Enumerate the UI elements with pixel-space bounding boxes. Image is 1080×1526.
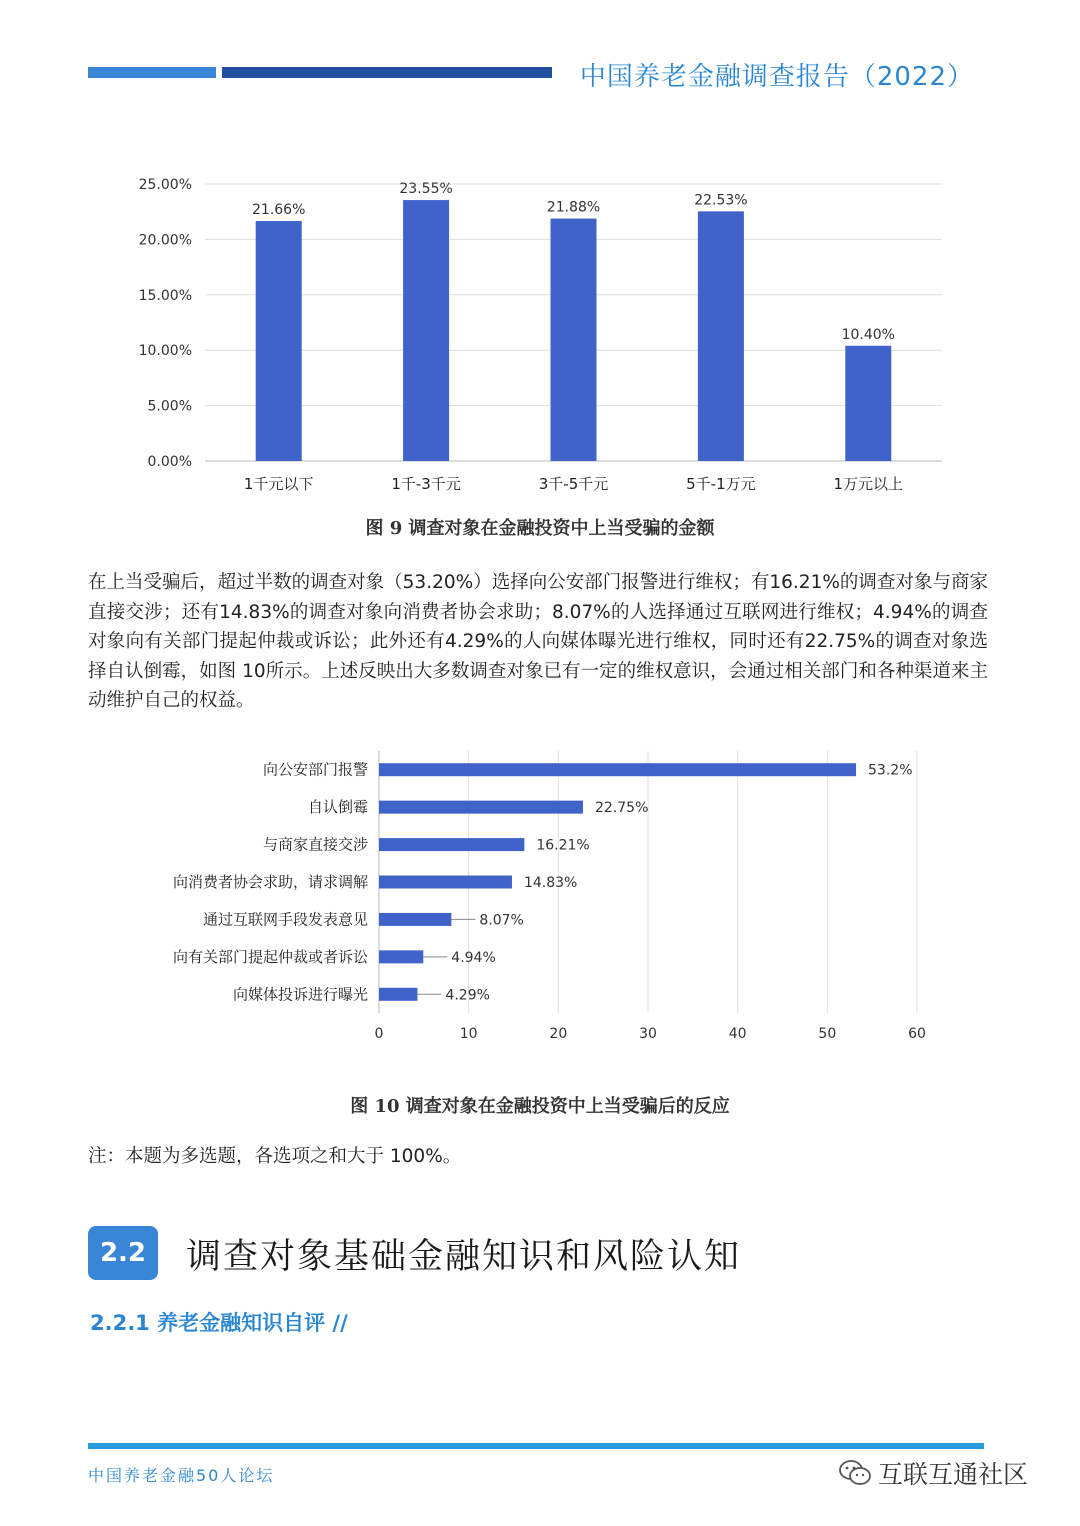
chart1-data-label: 10.40% — [841, 326, 895, 343]
chart1-ytick-label: 10.00% — [138, 343, 192, 360]
chart-fraud-amount — [130, 168, 950, 503]
chart1-category-label: 5千-1万元 — [686, 475, 756, 493]
chart1-ytick-label: 15.00% — [138, 287, 192, 304]
chart1-data-label: 21.88% — [546, 199, 601, 216]
chart2-xtick-label: 20 — [549, 1026, 568, 1042]
chart1-data-label: 23.55% — [399, 181, 453, 198]
chart2-bar — [379, 988, 417, 1001]
chart2-category-label: 向有关部门提起仲裁或者诉讼 — [172, 947, 368, 966]
chart2-xtick-label: 30 — [639, 1026, 657, 1042]
section-number-badge: 2.2 — [88, 1226, 158, 1280]
chart1-ytick-label: 5.00% — [147, 398, 192, 415]
chart2-bar — [379, 801, 583, 814]
chart2-xtick-label: 60 — [908, 1026, 926, 1042]
chart2-bar — [379, 763, 856, 776]
chart1-background — [130, 168, 950, 503]
chart1-category-label: 1万元以上 — [833, 475, 904, 493]
footer-watermark-text: 互联互通社区 — [878, 1460, 1029, 1489]
chart1-category-label: 1千元以下 — [243, 475, 314, 493]
chart1-bar — [845, 346, 891, 461]
chart2-xtick-label: 40 — [728, 1026, 747, 1042]
chart1-bar — [698, 211, 744, 461]
chart2-data-label: 16.21% — [536, 837, 590, 854]
footer-rule — [88, 1443, 984, 1449]
chart2-category-label: 与商家直接交涉 — [262, 835, 368, 854]
chart2-category-label: 向消费者协会求助，请求调解 — [172, 873, 368, 891]
chart2-data-label: 14.83% — [523, 875, 578, 891]
header-accent-bar-dark — [222, 67, 552, 78]
chart2-bar — [379, 913, 451, 926]
chart2-bar — [379, 876, 512, 889]
body-paragraph: 在上当受骗后，超过半数的调查对象（53.20%）选择向公安部门报警进行维权；有16.21%的调查对象与商家直接交涉；还有14.83%的调查对象向消费者协会求助；8.07%的人选择通过互联网进行维权；4.94%的调查对象向有关部门提起仲裁或诉讼；此外还有4.29%的人向媒体曝光进行维权，同时还有22.75%的调查对象选择自认倒霉，如图 10所示。上述反映出大多数调查对象已有一定的维权意识，会通过相关部门和各种渠道来主动维护自己的权益。 — [88, 572, 988, 711]
chart2-data-label: 22.75% — [594, 800, 649, 817]
chart2-category-label: 向公安部门报警 — [262, 760, 368, 779]
chart1-ytick-label: 0.00% — [147, 454, 192, 470]
figure-10-caption: 图 10 调查对象在金融投资中上当受骗后的反应 — [350, 1096, 730, 1117]
chart2-data-label: 4.29% — [445, 987, 490, 1004]
chart1-bar — [551, 219, 597, 461]
chart-fraud-response — [130, 745, 950, 1050]
chart2-data-label: 8.07% — [479, 912, 524, 929]
chart-fraud-amount-svg — [130, 168, 950, 503]
chart2-category-label: 通过互联网手段发表意见 — [202, 910, 368, 929]
header-accent-bar-light — [88, 67, 216, 78]
chart2-xtick-label: 0 — [374, 1026, 384, 1042]
chart1-category-label: 3千-5千元 — [538, 475, 609, 493]
chart1-data-label: 21.66% — [252, 202, 306, 219]
chart2-bar — [379, 950, 423, 963]
chart2-data-label: 53.2% — [868, 762, 913, 779]
footer-watermark — [838, 1455, 1028, 1491]
subsection-title: 2.2.1 养老金融知识自评 // — [90, 1311, 348, 1335]
chart1-bar — [403, 200, 449, 461]
chart1-ytick-label: 20.00% — [138, 232, 192, 249]
chart1-bar — [256, 221, 302, 461]
wechat-icon — [838, 1459, 872, 1487]
chart2-category-label: 向媒体投诉进行曝光 — [232, 985, 368, 1004]
footer-organization: 中国养老金融50人论坛 — [88, 1466, 275, 1485]
report-title: 中国养老金融调查报告（2022） — [579, 62, 974, 92]
chart2-data-label: 4.94% — [451, 949, 496, 966]
chart-fraud-response-svg — [130, 745, 950, 1050]
chart2-xtick-label: 50 — [818, 1026, 837, 1042]
chart2-xtick-label: 10 — [459, 1026, 478, 1042]
figure-9-caption: 图 9 调查对象在金融投资中上当受骗的金额 — [365, 518, 715, 539]
note-text: 注：本题为多选题，各选项之和大于 100%。 — [88, 1146, 462, 1167]
chart1-category-label: 1千-3千元 — [391, 475, 461, 493]
chart1-ytick-label: 25.00% — [138, 177, 192, 193]
section-title: 调查对象基础金融知识和风险认知 — [186, 1237, 742, 1277]
chart2-bar — [379, 838, 524, 851]
chart1-data-label: 22.53% — [694, 192, 748, 209]
chart2-category-label: 自认倒霉 — [307, 798, 368, 817]
